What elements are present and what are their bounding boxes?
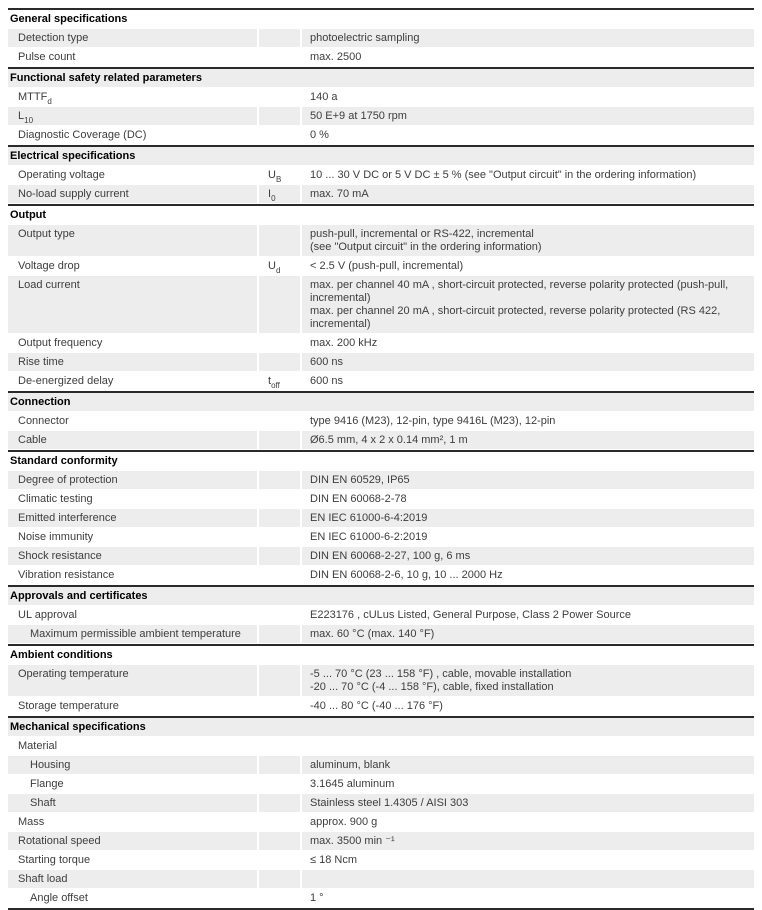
spec-symbol xyxy=(259,166,300,185)
spec-value xyxy=(302,606,754,625)
spec-row xyxy=(8,665,754,697)
spec-symbol xyxy=(259,737,300,756)
spec-label xyxy=(8,225,257,257)
spec-label-text: Operating voltage xyxy=(18,169,105,181)
spec-label-text: Detection type xyxy=(18,32,89,44)
spec-label xyxy=(8,126,257,145)
spec-label xyxy=(8,756,257,775)
spec-row xyxy=(8,775,754,794)
spec-label-text: Flange xyxy=(30,778,64,790)
spec-symbol xyxy=(259,625,300,644)
spec-symbol xyxy=(259,490,300,509)
spec-label xyxy=(8,697,257,716)
spec-symbol xyxy=(259,88,300,107)
spec-label-text: No-load supply current xyxy=(18,188,129,200)
spec-label xyxy=(8,431,257,450)
spec-label-text: Noise immunity xyxy=(18,531,94,543)
spec-label xyxy=(8,851,257,870)
section-header-row xyxy=(8,391,754,412)
section-header-row xyxy=(8,585,754,606)
spec-symbol xyxy=(259,756,300,775)
spec-value xyxy=(302,353,754,372)
spec-label-text: Starting torque xyxy=(18,854,91,866)
spec-label xyxy=(8,547,257,566)
spec-label-text: Output frequency xyxy=(18,337,103,349)
spec-label xyxy=(8,490,257,509)
spec-row xyxy=(8,509,754,528)
section-header-row xyxy=(8,67,754,88)
spec-label-text: Mass xyxy=(18,816,45,828)
spec-label-text: Housing xyxy=(30,759,71,771)
spec-symbol xyxy=(259,48,300,67)
spec-row xyxy=(8,870,754,889)
spec-symbol xyxy=(259,185,300,204)
spec-symbol xyxy=(259,372,300,391)
spec-row xyxy=(8,697,754,716)
spec-value xyxy=(302,412,754,431)
spec-label xyxy=(8,166,257,185)
spec-label xyxy=(8,625,257,644)
section-header-row xyxy=(8,8,754,29)
spec-row xyxy=(8,257,754,276)
spec-symbol xyxy=(259,29,300,48)
section-header-row xyxy=(8,204,754,225)
spec-value xyxy=(302,528,754,547)
spec-value xyxy=(302,225,754,257)
spec-symbol xyxy=(259,851,300,870)
spec-label-text: Shaft xyxy=(30,797,56,809)
spec-row xyxy=(8,353,754,372)
spec-symbol-subscript: off xyxy=(271,381,280,391)
spec-symbol xyxy=(259,126,300,145)
spec-label-text: Climatic testing xyxy=(18,493,93,505)
spec-symbol-base: U xyxy=(268,260,276,272)
spec-value-line: (see "Output circuit" in the ordering information) xyxy=(310,241,542,253)
spec-label-text: Shock resistance xyxy=(18,550,102,562)
spec-symbol xyxy=(259,509,300,528)
spec-label-subscript: 10 xyxy=(24,116,34,126)
spec-label xyxy=(8,29,257,48)
spec-value-line: Ø6.5 mm, 4 x 2 x 0.14 mm², 1 m xyxy=(310,434,468,446)
spec-value xyxy=(302,185,754,204)
spec-label xyxy=(8,665,257,697)
spec-value xyxy=(302,276,754,334)
spec-row xyxy=(8,606,754,625)
spec-symbol-subscript: d xyxy=(275,266,281,276)
spec-value-line: Stainless steel 1.4305 / AISI 303 xyxy=(310,797,469,809)
spec-row xyxy=(8,851,754,870)
spec-value xyxy=(302,29,754,48)
spec-value-line: < 2.5 V (push-pull, incremental) xyxy=(310,260,464,272)
spec-value xyxy=(302,851,754,870)
spec-label-text: Load current xyxy=(18,279,80,291)
spec-value-line: 140 a xyxy=(310,91,338,103)
spec-row xyxy=(8,107,754,126)
spec-label-text: Cable xyxy=(18,434,47,446)
spec-label-text: MTTF xyxy=(18,91,48,103)
spec-label xyxy=(8,509,257,528)
specification-table xyxy=(8,8,754,910)
spec-row xyxy=(8,490,754,509)
spec-value-line: DIN EN 60529, IP65 xyxy=(310,474,410,486)
spec-value-line: DIN EN 60068-2-6, 10 g, 10 ... 2000 Hz xyxy=(310,569,503,581)
spec-value xyxy=(302,566,754,585)
spec-symbol xyxy=(259,225,300,257)
spec-label xyxy=(8,471,257,490)
spec-value-line: max. per channel 20 mA , short-circuit protected, reverse polarity protected (RS 422, incremental) xyxy=(310,305,721,330)
spec-value-line: approx. 900 g xyxy=(310,816,378,828)
spec-label xyxy=(8,606,257,625)
spec-value-line: 3.1645 aluminum xyxy=(310,778,395,790)
spec-row xyxy=(8,225,754,257)
spec-symbol-base: t xyxy=(268,375,272,387)
spec-symbol xyxy=(259,107,300,126)
spec-value-line: EN IEC 61000-6-2:2019 xyxy=(310,531,428,543)
spec-value-line: 10 ... 30 V DC or 5 V DC ± 5 % (see "Output circuit" in the ordering information) xyxy=(310,169,697,181)
spec-label xyxy=(8,276,257,334)
spec-value-line: E223176 , cULus Listed, General Purpose, Class 2 Power Source xyxy=(310,609,632,621)
spec-row xyxy=(8,566,754,585)
spec-symbol-base: U xyxy=(268,169,276,181)
spec-symbol xyxy=(259,665,300,697)
spec-row xyxy=(8,126,754,145)
spec-label xyxy=(8,185,257,204)
spec-value-line: 1 ° xyxy=(310,892,324,904)
spec-value-line: EN IEC 61000-6-4:2019 xyxy=(310,512,428,524)
spec-label-text: Emitted interference xyxy=(18,512,117,524)
spec-value xyxy=(302,665,754,697)
spec-value-line: DIN EN 60068-2-27, 100 g, 6 ms xyxy=(310,550,471,562)
spec-row xyxy=(8,471,754,490)
spec-value xyxy=(302,88,754,107)
spec-value xyxy=(302,832,754,851)
spec-label-text: Output type xyxy=(18,228,75,240)
spec-label xyxy=(8,412,257,431)
spec-label xyxy=(8,870,257,889)
section-header-label: Electrical specifications xyxy=(8,147,754,166)
spec-label xyxy=(8,334,257,353)
spec-value-line: max. 3500 min ⁻¹ xyxy=(310,835,395,847)
spec-value xyxy=(302,697,754,716)
spec-symbol xyxy=(259,353,300,372)
spec-symbol xyxy=(259,412,300,431)
spec-symbol xyxy=(259,528,300,547)
spec-value-line: type 9416 (M23), 12-pin, type 9416L (M23), 12-pin xyxy=(310,415,556,427)
spec-label-text: L xyxy=(18,110,25,122)
spec-symbol-subscript: B xyxy=(275,175,282,185)
spec-value xyxy=(302,372,754,391)
spec-label-text: Connector xyxy=(18,415,69,427)
spec-label xyxy=(8,566,257,585)
spec-row xyxy=(8,166,754,185)
spec-value xyxy=(302,471,754,490)
spec-value-line: aluminum, blank xyxy=(310,759,391,771)
spec-symbol xyxy=(259,257,300,276)
spec-value xyxy=(302,813,754,832)
spec-label xyxy=(8,48,257,67)
spec-label-text: Diagnostic Coverage (DC) xyxy=(18,129,147,141)
spec-value xyxy=(302,257,754,276)
spec-value-line: max. 200 kHz xyxy=(310,337,378,349)
spec-value-line: max. per channel 40 mA , short-circuit protected, reverse polarity protected (push-pull, incremental) xyxy=(310,279,729,304)
spec-label-text: Voltage drop xyxy=(18,260,80,272)
spec-value xyxy=(302,547,754,566)
spec-symbol xyxy=(259,547,300,566)
spec-value xyxy=(302,625,754,644)
spec-label xyxy=(8,353,257,372)
spec-value xyxy=(302,756,754,775)
spec-row xyxy=(8,334,754,353)
spec-symbol xyxy=(259,870,300,889)
spec-label-text: Rotational speed xyxy=(18,835,101,847)
spec-symbol-base: I xyxy=(268,188,272,200)
spec-symbol xyxy=(259,606,300,625)
spec-row xyxy=(8,372,754,391)
spec-symbol xyxy=(259,794,300,813)
spec-row xyxy=(8,547,754,566)
spec-value xyxy=(302,166,754,185)
spec-row xyxy=(8,528,754,547)
spec-label xyxy=(8,372,257,391)
spec-label-text: Rise time xyxy=(18,356,64,368)
spec-symbol-subscript: 0 xyxy=(271,194,276,204)
spec-label xyxy=(8,775,257,794)
spec-value-line: push-pull, incremental or RS-422, incremental xyxy=(310,228,534,240)
spec-value-line: 600 ns xyxy=(310,375,344,387)
spec-label xyxy=(8,794,257,813)
spec-label xyxy=(8,257,257,276)
spec-symbol xyxy=(259,566,300,585)
spec-row xyxy=(8,794,754,813)
spec-label-text: Shaft load xyxy=(18,873,68,885)
spec-label xyxy=(8,832,257,851)
spec-row xyxy=(8,412,754,431)
spec-value xyxy=(302,775,754,794)
spec-value xyxy=(302,431,754,450)
spec-value xyxy=(302,509,754,528)
spec-value-line: 50 E+9 at 1750 rpm xyxy=(310,110,407,122)
spec-row xyxy=(8,29,754,48)
spec-row xyxy=(8,431,754,450)
spec-label xyxy=(8,528,257,547)
spec-row xyxy=(8,813,754,832)
spec-symbol xyxy=(259,813,300,832)
spec-value xyxy=(302,737,754,756)
spec-label xyxy=(8,737,257,756)
spec-label-text: Angle offset xyxy=(30,892,88,904)
spec-symbol xyxy=(259,697,300,716)
spec-row xyxy=(8,756,754,775)
spec-value xyxy=(302,126,754,145)
section-header-label: Ambient conditions xyxy=(8,646,754,665)
spec-value-line: photoelectric sampling xyxy=(310,32,420,44)
spec-row xyxy=(8,625,754,644)
spec-label-subscript: d xyxy=(47,97,52,107)
spec-symbol xyxy=(259,276,300,334)
spec-value-line: DIN EN 60068-2-78 xyxy=(310,493,407,505)
spec-label-text: UL approval xyxy=(18,609,77,621)
spec-value xyxy=(302,870,754,889)
spec-value-line: -20 ... 70 °C (-4 ... 158 °F), cable, fixed installation xyxy=(310,681,554,693)
spec-value-line: 600 ns xyxy=(310,356,344,368)
spec-symbol xyxy=(259,832,300,851)
spec-symbol xyxy=(259,431,300,450)
spec-symbol xyxy=(259,334,300,353)
spec-value-line: 0 % xyxy=(310,129,329,141)
section-header-label: Standard conformity xyxy=(8,452,754,471)
spec-value xyxy=(302,107,754,126)
spec-value-line: -5 ... 70 °C (23 ... 158 °F) , cable, movable installation xyxy=(310,668,572,680)
spec-label xyxy=(8,88,257,107)
spec-row xyxy=(8,48,754,67)
section-header-label: Functional safety related parameters xyxy=(8,69,754,88)
spec-label-text: Vibration resistance xyxy=(18,569,115,581)
section-header-row xyxy=(8,450,754,471)
section-header-label: Output xyxy=(8,206,754,225)
spec-value-line: max. 70 mA xyxy=(310,188,369,200)
spec-symbol xyxy=(259,775,300,794)
spec-label xyxy=(8,813,257,832)
spec-value-line: max. 2500 xyxy=(310,51,362,63)
spec-value-line: -40 ... 80 °C (-40 ... 176 °F) xyxy=(310,700,443,712)
section-header-label: Mechanical specifications xyxy=(8,718,754,737)
spec-label-text: Operating temperature xyxy=(18,668,129,680)
spec-value xyxy=(302,794,754,813)
spec-label xyxy=(8,107,257,126)
spec-row xyxy=(8,737,754,756)
spec-label-text: Material xyxy=(18,740,58,752)
spec-value-line: ≤ 18 Ncm xyxy=(310,854,357,866)
spec-row xyxy=(8,185,754,204)
spec-value xyxy=(302,48,754,67)
section-header-label: General specifications xyxy=(8,10,754,29)
section-header-row xyxy=(8,644,754,665)
spec-row xyxy=(8,88,754,107)
spec-value xyxy=(302,334,754,353)
spec-label-text: Maximum permissible ambient temperature xyxy=(30,628,241,640)
section-header-label: Approvals and certificates xyxy=(8,587,754,606)
spec-value xyxy=(302,490,754,509)
spec-row xyxy=(8,832,754,851)
spec-symbol xyxy=(259,471,300,490)
spec-label-text: Pulse count xyxy=(18,51,76,63)
spec-label-text: Degree of protection xyxy=(18,474,118,486)
section-header-label: Connection xyxy=(8,393,754,412)
spec-label-text: De-energized delay xyxy=(18,375,114,387)
spec-row xyxy=(8,276,754,334)
section-header-row xyxy=(8,716,754,737)
spec-value-line: max. 60 °C (max. 140 °F) xyxy=(310,628,435,640)
section-header-row xyxy=(8,145,754,166)
spec-label-text: Storage temperature xyxy=(18,700,119,712)
